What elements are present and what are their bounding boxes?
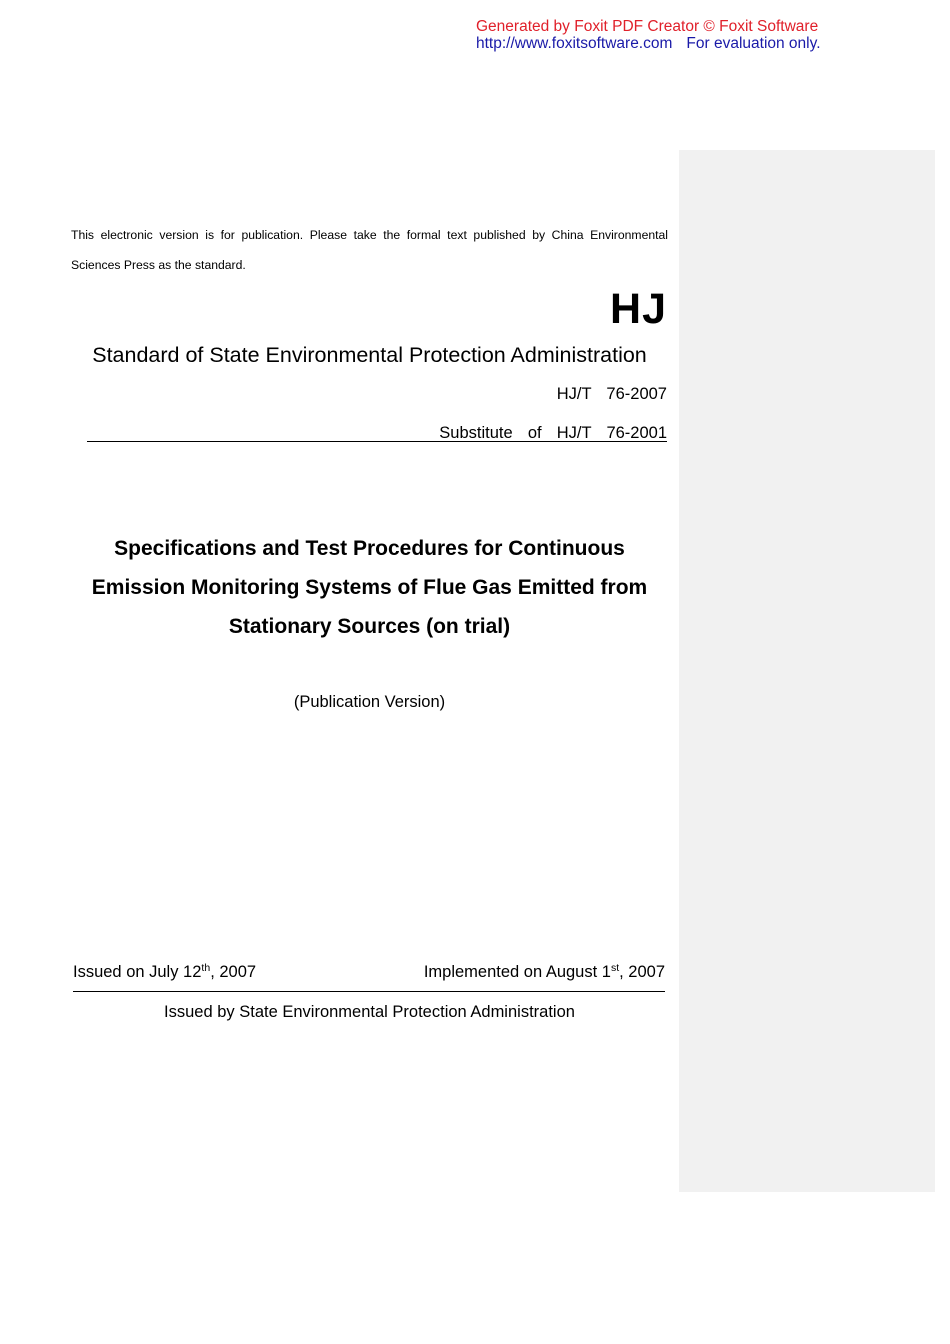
standard-code: HJ/T 76-2007 — [556, 385, 667, 403]
notice-line1: This electronic version is for publication. Please take the formal text published by China Environmental — [71, 228, 668, 242]
watermark-evaluation: For evaluation only. — [686, 35, 821, 52]
title-line1: Specifications and Test Procedures for Continuous — [114, 537, 625, 560]
watermark-generated-by: Generated by Foxit PDF Creator © Foxit Software — [476, 18, 819, 35]
implemented-prefix: Implemented on August 1 — [423, 963, 611, 981]
title-line2: Emission Monitoring Systems of Flue Gas Emitted from — [91, 576, 648, 599]
substitute-code: Substitute of HJ/T 76-2001 — [439, 424, 667, 442]
publication-version: (Publication Version) — [293, 693, 446, 711]
issued-prefix: Issued on July 12 — [73, 963, 202, 981]
implemented-suffix: , 2007 — [619, 963, 665, 981]
watermark-url: http://www.foxitsoftware.com — [476, 35, 673, 52]
header-rule — [87, 441, 667, 442]
issuer: Issued by State Environmental Protection Administration — [164, 1003, 575, 1021]
foxit-watermark — [476, 18, 821, 52]
standard-name: Standard of State Environmental Protection Administration — [92, 343, 647, 367]
dates-rule — [73, 991, 665, 992]
watermark-url-line — [476, 35, 821, 52]
issued-date — [73, 962, 256, 982]
document-title — [71, 529, 668, 646]
title-line3: Stationary Sources (on trial) — [228, 615, 511, 638]
comment-pane — [679, 150, 935, 1192]
issued-suffix: , 2007 — [210, 963, 257, 981]
implemented-ordinal: st — [610, 962, 620, 975]
notice-line2: Sciences Press as the standard. — [71, 258, 246, 272]
hj-mark: HJ — [610, 285, 667, 333]
issued-ordinal: th — [201, 962, 211, 975]
publication-notice — [71, 220, 668, 280]
implemented-date — [400, 962, 665, 982]
